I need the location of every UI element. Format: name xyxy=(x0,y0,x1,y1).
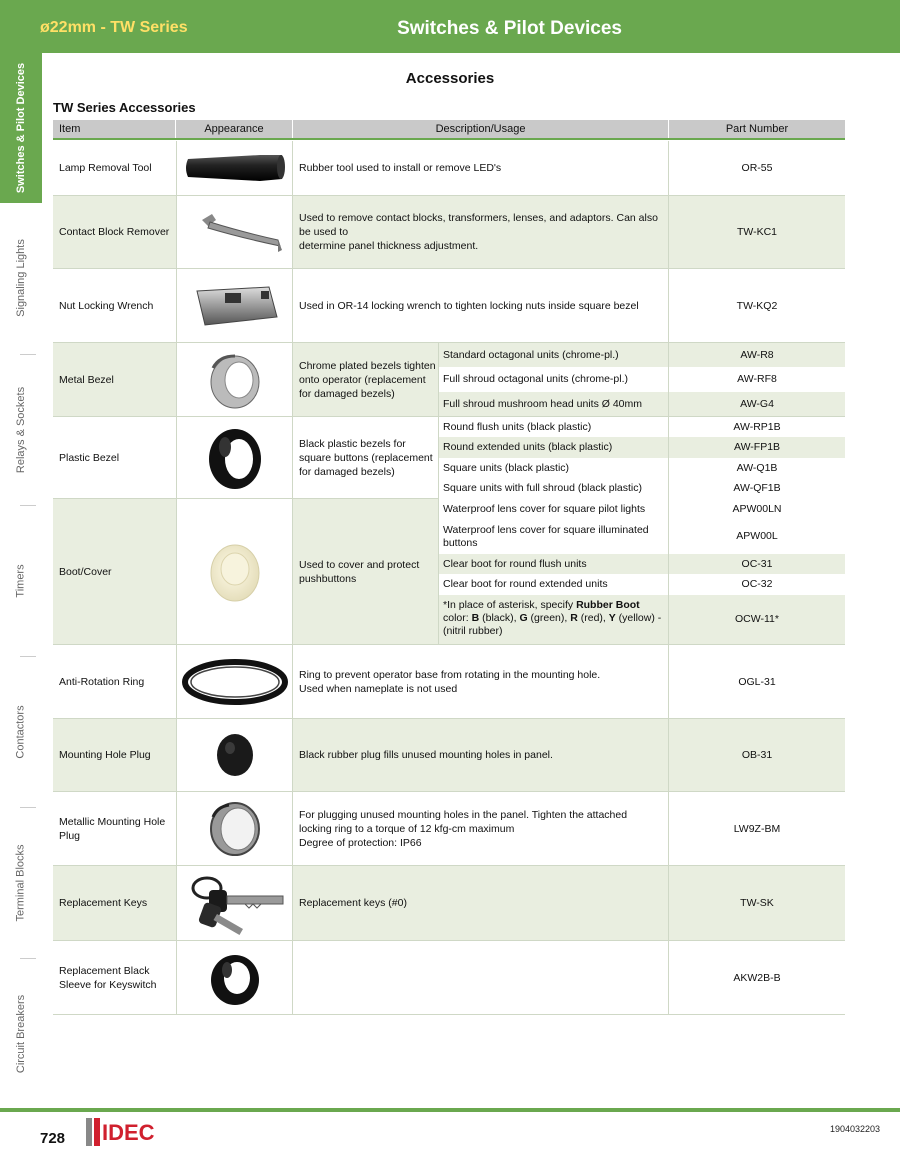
col-appearance: Appearance xyxy=(176,120,293,138)
part-number: AW-FP1B xyxy=(733,441,781,453)
part-number: OCW-11* xyxy=(735,613,779,625)
anti-rotation-ring-image xyxy=(176,645,293,718)
part-number: TW-KC1 xyxy=(736,226,778,238)
table-row xyxy=(53,499,845,645)
page-number: 728 xyxy=(40,1130,66,1147)
item-description: Black rubber plug fills unused mounting holes in panel. xyxy=(293,719,669,791)
table-row xyxy=(53,196,845,269)
sidebar-tab-timers[interactable]: Timers xyxy=(14,564,27,598)
item-description: Black plastic bezels for square buttons (replacement for damaged bezels) xyxy=(293,417,439,498)
page-header xyxy=(0,0,900,53)
item-name: Lamp Removal Tool xyxy=(59,162,152,174)
sub-description: Round flush units (black plastic) xyxy=(439,417,669,437)
document-number: 1904032203 xyxy=(829,1124,880,1134)
part-number: OGL-31 xyxy=(738,675,776,688)
table-row xyxy=(53,417,845,499)
svg-text:IDEC: IDEC xyxy=(102,1120,155,1145)
item-description xyxy=(293,941,669,1014)
sidebar-tab-switches[interactable]: Switches & Pilot Devices xyxy=(0,53,42,203)
part-number: AW-Q1B xyxy=(736,461,778,474)
part-number: OB-31 xyxy=(741,749,773,761)
item-name: Contact Block Remover xyxy=(59,226,170,238)
lamp-tool-image xyxy=(176,141,293,195)
idec-logo xyxy=(86,1118,168,1146)
item-name: Nut Locking Wrench xyxy=(59,299,154,312)
item-description: Used in OR-14 locking wrench to tighten locking nuts inside square bezel xyxy=(293,269,669,342)
boot-cover-image xyxy=(176,499,293,644)
sub-description: Full shroud mushroom head units Ø 40mm xyxy=(439,392,669,416)
part-number: AW-G4 xyxy=(740,397,774,410)
part-number: OR-55 xyxy=(741,162,773,174)
sidebar xyxy=(0,53,42,1108)
part-number: OC-32 xyxy=(741,578,773,590)
sub-description: Waterproof lens cover for square illuminated buttons xyxy=(439,519,669,554)
sub-description: Clear boot for round flush units xyxy=(439,554,669,574)
sub-description: Standard octagonal units (chrome-pl.) xyxy=(439,343,669,367)
item-name: Plastic Bezel xyxy=(59,451,120,464)
table-row xyxy=(53,645,845,719)
part-number: APW00LN xyxy=(732,502,782,515)
part-number: TW-KQ2 xyxy=(736,299,778,312)
sub-row xyxy=(439,417,845,437)
part-number: LW9Z-BM xyxy=(733,822,781,835)
sub-row xyxy=(439,554,845,574)
metallic-plug-image xyxy=(176,792,293,865)
item-description: Ring to prevent operator base from rotating in the mounting hole. Used when nameplate is not used xyxy=(293,645,669,718)
keys-image xyxy=(176,866,293,940)
part-number: AW-RF8 xyxy=(737,373,777,385)
sub-row xyxy=(439,499,845,519)
sub-row xyxy=(439,574,845,595)
sidebar-tab-circuit-breakers[interactable]: Circuit Breakers xyxy=(15,994,27,1074)
sub-description: Clear boot for round extended units xyxy=(439,574,669,595)
section-title: TW Series Accessories xyxy=(53,100,196,115)
table-header xyxy=(53,120,845,140)
sub-description: Square units with full shroud (black plastic) xyxy=(439,478,669,499)
hole-plug-image xyxy=(176,719,293,791)
part-number: AW-QF1B xyxy=(733,482,781,494)
item-name: Metallic Mounting Hole Plug xyxy=(59,815,166,842)
black-sleeve-image xyxy=(176,941,293,1014)
item-name: Mounting Hole Plug xyxy=(59,749,151,761)
series-label: ø22mm - TW Series xyxy=(40,19,188,36)
sub-description: Full shroud octagonal units (chrome-pl.) xyxy=(439,367,669,392)
sidebar-tab-contactors[interactable]: Contactors xyxy=(15,705,28,759)
part-number: TW-SK xyxy=(740,897,774,909)
contact-remover-image xyxy=(176,196,293,268)
sub-row xyxy=(439,478,845,499)
table-row xyxy=(53,269,845,343)
table-row xyxy=(53,719,845,792)
part-number: APW00L xyxy=(736,530,778,542)
sub-row xyxy=(439,458,845,478)
table-row xyxy=(53,141,845,196)
sub-description: Round extended units (black plastic) xyxy=(439,437,669,458)
col-item: Item xyxy=(53,120,176,138)
sub-row xyxy=(439,519,845,554)
table-row xyxy=(53,792,845,866)
item-name: Boot/Cover xyxy=(59,565,112,578)
item-description: Chrome plated bezels tighten onto operator (replacement for damaged bezels) xyxy=(293,343,439,416)
item-name: Anti-Rotation Ring xyxy=(59,675,145,688)
table-row xyxy=(53,866,845,941)
item-description: Rubber tool used to install or remove LED's xyxy=(293,141,669,195)
col-description: Description/Usage xyxy=(293,120,669,138)
sub-description: Square units (black plastic) xyxy=(439,458,669,478)
page-title: Accessories xyxy=(405,70,495,87)
metal-bezel-image xyxy=(176,343,293,416)
plastic-bezel-image xyxy=(176,417,293,498)
footer-rule xyxy=(0,1108,900,1112)
item-description: Replacement keys (#0) xyxy=(293,866,669,940)
wrench-image xyxy=(176,269,293,342)
item-name: Replacement Keys xyxy=(59,897,148,909)
rubber-boot-note: *In place of asterisk, specify Rubber Boot color: B (black), G (green), R (red), Y (yellow) - (nitril rubber) xyxy=(439,595,669,644)
sidebar-tab-terminal-blocks[interactable]: Terminal Blocks xyxy=(15,844,27,922)
part-number: AW-RP1B xyxy=(733,420,781,433)
sub-row xyxy=(439,437,845,458)
table-row xyxy=(53,941,845,1015)
sub-row xyxy=(439,392,845,416)
sub-description: Waterproof lens cover for square pilot lights xyxy=(439,499,669,519)
sub-row xyxy=(439,595,845,644)
sidebar-tab-signaling-lights[interactable]: Signaling Lights xyxy=(15,239,28,317)
col-part-number: Part Number xyxy=(725,123,789,135)
part-number: OC-31 xyxy=(741,557,773,570)
header-title: Switches & Pilot Devices xyxy=(397,18,622,39)
item-description: Used to cover and protect pushbuttons xyxy=(293,499,439,644)
sub-row xyxy=(439,343,845,367)
part-number: AW-R8 xyxy=(740,348,774,361)
part-number: AKW2B-B xyxy=(733,971,781,984)
sub-row xyxy=(439,367,845,392)
sidebar-tab-relays[interactable]: Relays & Sockets xyxy=(15,386,28,474)
item-description: For plugging unused mounting holes in the panel. Tighten the attached locking ring to a torque of 12 kfg-cm maximum Degree of protection: IP66 xyxy=(293,792,669,865)
item-description: Used to remove contact blocks, transformers, lenses, and adaptors. Can also be used to determine panel thickness adjustment. xyxy=(293,196,669,268)
item-name: Replacement Black Sleeve for Keyswitch xyxy=(59,964,157,991)
item-name: Metal Bezel xyxy=(59,373,114,386)
table-row xyxy=(53,343,845,417)
